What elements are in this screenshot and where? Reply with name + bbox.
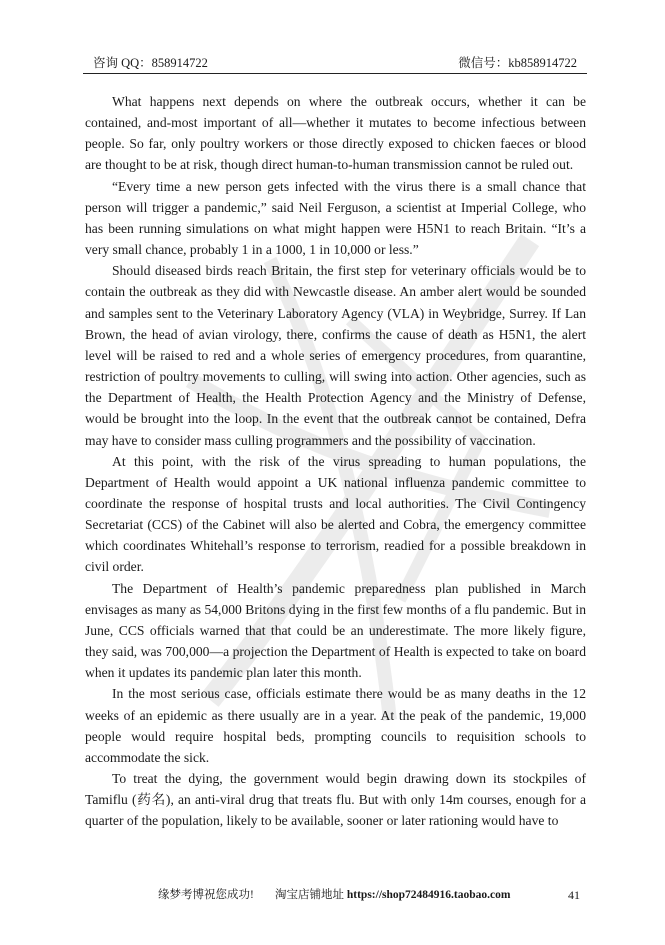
footer-slogan: 缘梦考博祝您成功! (158, 889, 254, 901)
footer-shop (275, 887, 510, 903)
page-footer (0, 887, 665, 905)
paragraph: Should diseased birds reach Britain, the first step for veterinary officials would be to contain the outbreak as they did with Newcastle disease. An amber alert would be sounded and samples sent to the Veterinary Laboratory Agency (VLA) in Weybridge, Surrey. If Lan Brown, the head of avian virology, there, confirms the cause of death as H5N1, the alert level will be raised to red and a whole series of emergency procedures, from quarantine, restriction of poultry movements to culling, will swing into action. Other agencies, such as the Department of Health, the Health Protection Agency and the Ministry of Defense, would be brought into the loop. In the event that the outbreak cannot be contained, Defra may have to consider mass culling programmers and the possibility of vaccination. (85, 263, 586, 448)
page-header (83, 55, 587, 74)
page-number: 41 (568, 888, 580, 902)
paragraph: In the most serious case, officials estimate there would be as many deaths in the 12 weeks of an epidemic as there usually are in a year. At the peak of the pandemic, 19,000 people would require hospital beds, prompting councils to requisition schools to accommodate the sick. (85, 686, 586, 765)
paragraph: To treat the dying, the government would begin drawing down its stockpiles of Tamiflu (药名), an anti-viral drug that treats flu. But with only 14m courses, enough for a quarter of the population, likely to be available, sooner or later rationing would have to (85, 771, 586, 829)
article-body (85, 91, 586, 831)
paragraph: The Department of Health’s pandemic preparedness plan published in March envisages as many as 54,000 Britons dying in the first few months of a flu pandemic. But in June, CCS officials warned that that could be an underestimate. The more likely figure, they said, was 700,000—a projection the Department of Health is expected to take on board when it updates its pandemic plan later this month. (85, 580, 586, 681)
footer-shop-label: 淘宝店铺地址 (275, 889, 347, 901)
paragraph: “Every time a new person gets infected with the virus there is a small chance that person will trigger a pandemic,” said Neil Ferguson, a scientist at Imperial College, who has been running simulations on what might happen were H5N1 to reach Britain. “It’s a very small chance, probably 1 in a 1000, 1 in 10,000 or less.” (85, 178, 586, 258)
paragraph: At this point, with the risk of the virus spreading to human populations, the Department of Health would appoint a UK national influenza pandemic committee to coordinate the response of hospital trusts and local authorities. The Civil Contingency Secretariat (CCS) of the Cabinet will also be alerted and Cobra, the emergency committee which coordinates Whitehall’s response to terrorism, readied for a possible breakdown in civil order. (85, 453, 586, 575)
header-qq-contact: 咨询 QQ：858914722 (93, 56, 208, 70)
footer-shop-url[interactable]: https://shop72484916.taobao.com (346, 889, 511, 901)
paragraph: What happens next depends on where the outbreak occurs, whether it can be contained, and-most important of all—whether it mutates to become infectious between people. So far, only poultry workers or those directly exposed to chicken faeces or blood are thought to be at risk, though direct human-to-human transmission cannot be ruled out. (85, 94, 586, 173)
header-wechat-contact: 微信号：kb858914722 (458, 56, 577, 70)
